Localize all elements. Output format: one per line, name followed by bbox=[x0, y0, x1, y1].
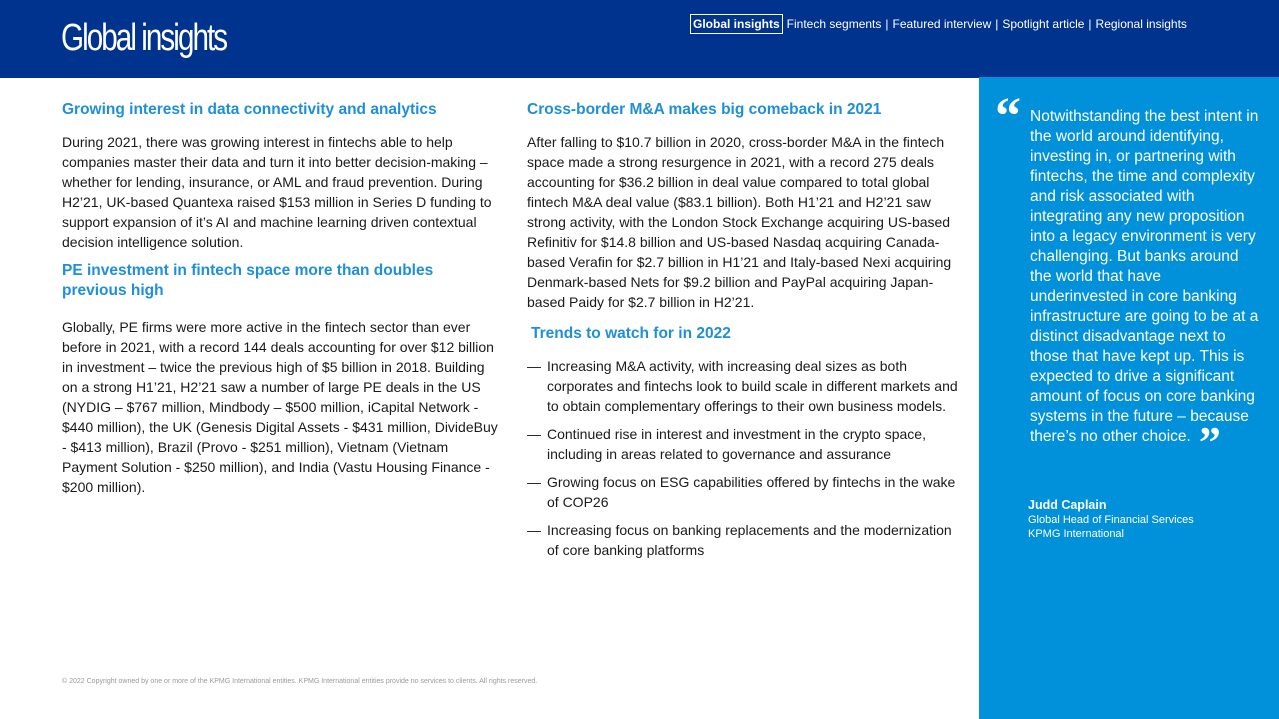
nav-item-global-insights[interactable]: Global insights bbox=[690, 14, 783, 34]
nav-item-spotlight-article[interactable]: Spotlight article bbox=[1002, 17, 1085, 31]
list-item bbox=[527, 356, 967, 416]
quote-block bbox=[1030, 107, 1260, 467]
trend-text: Increasing M&A activity, with increasing deal sizes as both corporates and fintechs look to build scale in different markets and to obtain complementary offerings to their own business models. bbox=[547, 358, 958, 414]
trends-list bbox=[527, 356, 967, 560]
nav-item-featured-interview[interactable]: Featured interview bbox=[892, 17, 992, 31]
dash-bullet-icon: — bbox=[527, 426, 541, 442]
page-title: Global insights bbox=[61, 17, 227, 59]
middle-column bbox=[527, 100, 967, 568]
quote-author: Judd Caplain bbox=[1028, 498, 1107, 512]
trend-text: Growing focus on ESG capabilities offered by fintechs in the wake of COP26 bbox=[547, 474, 956, 510]
section-body-pe-investment: Globally, PE firms were more active in the fintech sector than ever before in 2021, with a record 144 deals accounting for over $12 billion in investment – twice the previous high of $5 billion in 2018. Building on a strong H1’21, H2’21 saw a number of large PE deals in the US (NYDIG – $767 million, Mindbody – $500 million, iCapital Network - $440 million), the UK (Genesis Digital Assets - $431 million, DivideBuy - $413 million), Brazil (Provo - $251 million), Vietnam (Vietnam Payment Solution - $250 million), and India (Vastu Housing Finance - $200 million). bbox=[62, 319, 498, 495]
quote-author-organization: KPMG International bbox=[1028, 528, 1124, 540]
dash-bullet-icon: — bbox=[527, 358, 541, 374]
close-quote-icon: ” bbox=[1198, 418, 1221, 467]
section-body-cross-border-ma: After falling to $10.7 billion in 2020, cross-border M&A in the fintech space made a strong resurgence in 2021, with a record 275 deals accounting for $36.2 billion in deal value compared to total global fintech M&A deal value ($83.1 billion). Both H1’21 and H2’21 saw strong activity, with the London Stock Exchange acquiring US-based Refinitiv for $14.8 billion and US-based Nasdaq acquiring Canada-based Verafin for $2.7 billion in H1’21 and Italy-based Nexi acquiring Denmark-based Nets for $9.2 billion and PayPal acquiring Japan-based Paidy for $2.7 billion in H2’21. bbox=[527, 134, 952, 310]
section-heading-trends: Trends to watch for in 2022 bbox=[531, 325, 731, 342]
dash-bullet-icon: — bbox=[527, 522, 541, 538]
section-body-data-connectivity: During 2021, there was growing interest in fintechs able to help companies master their data and turn it into better decision-making – whether for lending, insurance, or AML and fraud prevention. During H2’21, UK-based Quantexa raised $153 million in Series D funding to support expansion of it’s AI and machine learning driven contextual decision intelligence solution. bbox=[62, 134, 492, 250]
trend-text: Increasing focus on banking replacements and the modernization of core banking platforms bbox=[547, 522, 952, 558]
quote-author-role: Global Head of Financial Services bbox=[1028, 514, 1194, 526]
section-nav bbox=[690, 14, 1187, 34]
section-heading-data-connectivity: Growing interest in data connectivity and analytics bbox=[62, 101, 437, 118]
nav-item-regional-insights[interactable]: Regional insights bbox=[1095, 17, 1187, 31]
dash-bullet-icon: — bbox=[527, 474, 541, 490]
copyright-footer: © 2022 Copyright owned by one or more of the KPMG International entities. KPMG International entities provide no services to clients. All rights reserved. bbox=[62, 678, 538, 685]
nav-item-fintech-segments[interactable]: Fintech segments bbox=[786, 17, 882, 31]
nav-separator: | bbox=[995, 17, 999, 31]
quote-text: Notwithstanding the best intent in the world around identifying, investing in, or partnering with fintechs, the time and complexity and risk associated with integrating any new proposition into a legacy environment is very challenging. But banks around the world that have underinvested in core banking infrastructure are going to be at a distinct disadvantage next to those that have kept up. This is expected to drive a significant amount of focus on core banking systems in the future – because there’s no other choice. bbox=[1030, 108, 1259, 445]
quote-panel bbox=[979, 77, 1279, 719]
list-item bbox=[527, 520, 967, 560]
section-heading-cross-border-ma: Cross-border M&A makes big comeback in 2021 bbox=[527, 101, 882, 118]
page-header bbox=[0, 0, 1279, 78]
trend-text: Continued rise in interest and investment in the crypto space, including in areas related to governance and assurance bbox=[547, 426, 926, 462]
section-heading-pe-investment: PE investment in fintech space more than doubles previous high bbox=[62, 262, 434, 299]
nav-separator: | bbox=[885, 17, 889, 31]
quote-attribution bbox=[1028, 497, 1268, 541]
list-item bbox=[527, 472, 967, 512]
left-column bbox=[62, 100, 502, 507]
open-quote-icon: “ bbox=[995, 88, 1021, 145]
list-item bbox=[527, 424, 967, 464]
nav-separator: | bbox=[1088, 17, 1092, 31]
